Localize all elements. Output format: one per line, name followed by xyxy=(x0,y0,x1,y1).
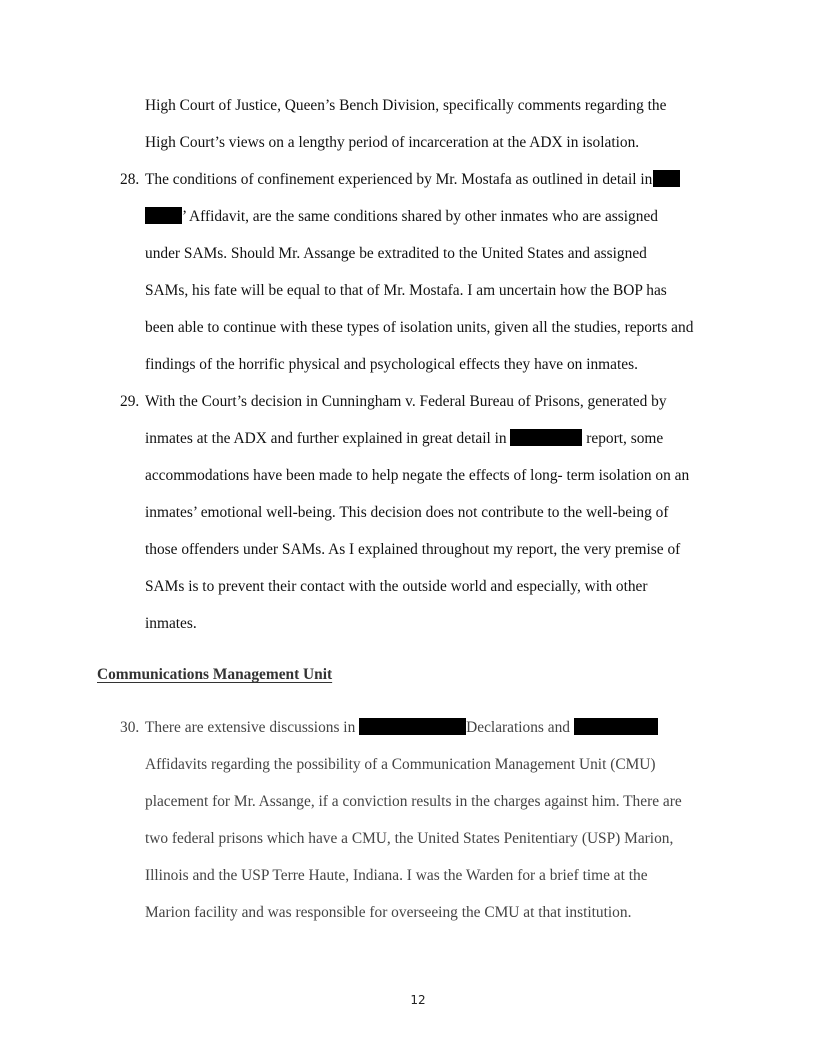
body-text-line: SAMs is to prevent their contact with the outside world and especially, with other xyxy=(145,578,648,595)
redaction-box xyxy=(510,429,582,446)
redaction-box xyxy=(574,718,658,735)
paragraph-number: 28. xyxy=(120,171,140,188)
text: Declarations and xyxy=(466,719,570,736)
redaction-box xyxy=(145,207,182,224)
body-text-line: SAMs, his fate will be equal to that of Mr. Mostafa. I am uncertain how the BOP has xyxy=(145,282,667,299)
text: The conditions of confinement experienced by Mr. Mostafa as outlined in detail in xyxy=(145,171,653,188)
text: There are extensive discussions in xyxy=(145,719,356,736)
body-text-line: Illinois and the USP Terre Haute, Indiana. I was the Warden for a brief time at the xyxy=(145,867,648,884)
body-text-line: those offenders under SAMs. As I explained throughout my report, the very premise of xyxy=(145,541,681,558)
text: ’ Affidavit, are the same conditions shared by other inmates who are assigned xyxy=(182,208,658,225)
body-text-line: been able to continue with these types of isolation units, given all the studies, reports and xyxy=(145,319,694,336)
paragraph-number: 30. xyxy=(120,719,140,736)
body-text-line: inmates’ emotional well-being. This decision does not contribute to the well-being of xyxy=(145,504,669,521)
body-text-line xyxy=(145,429,663,449)
section-heading: Communications Management Unit xyxy=(97,666,333,683)
paragraph-number: 29. xyxy=(120,393,140,410)
body-text-line xyxy=(145,170,680,190)
body-text-line: placement for Mr. Assange, if a conviction results in the charges against him. There are xyxy=(145,793,682,810)
redaction-box xyxy=(359,718,466,735)
body-text-line: findings of the horrific physical and psychological effects they have on inmates. xyxy=(145,356,638,373)
body-text-line: under SAMs. Should Mr. Assange be extradited to the United States and assigned xyxy=(145,245,647,262)
body-text-line: inmates. xyxy=(145,615,197,632)
body-text-line: Affidavits regarding the possibility of a Communication Management Unit (CMU) xyxy=(145,756,656,773)
body-text-line: Marion facility and was responsible for overseeing the CMU at that institution. xyxy=(145,904,632,921)
body-text-line: accommodations have been made to help negate the effects of long- term isolation on an xyxy=(145,467,690,484)
body-text-line: High Court of Justice, Queen’s Bench Division, specifically comments regarding the xyxy=(145,97,667,114)
body-text-line xyxy=(145,718,658,738)
text: inmates at the ADX and further explained in great detail in xyxy=(145,430,507,447)
body-text-line: High Court’s views on a lengthy period of incarceration at the ADX in isolation. xyxy=(145,134,640,151)
text: report, some xyxy=(586,430,664,447)
body-text-line xyxy=(145,207,658,227)
redaction-box xyxy=(653,170,680,187)
body-text-line: two federal prisons which have a CMU, the United States Penitentiary (USP) Marion, xyxy=(145,830,674,847)
page-number: 12 xyxy=(410,993,426,1007)
body-text-line: With the Court’s decision in Cunningham v. Federal Bureau of Prisons, generated by xyxy=(145,393,667,410)
